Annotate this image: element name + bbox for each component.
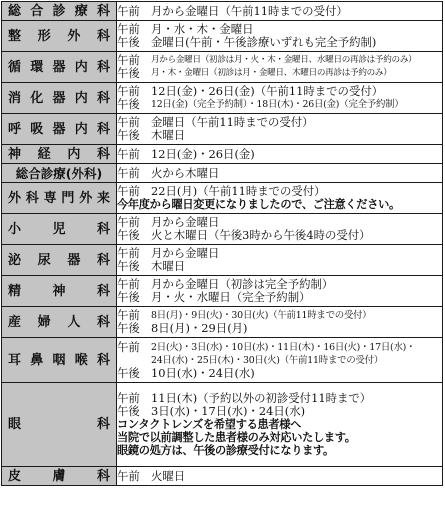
dept-name-char: 循 bbox=[8, 59, 22, 75]
session-label: 午後 bbox=[117, 405, 140, 418]
dept-name-char: 化 bbox=[30, 90, 44, 106]
session-label: 午前 bbox=[117, 247, 140, 260]
dept-name bbox=[2, 147, 116, 162]
dept-name-char: 皮 bbox=[8, 468, 22, 484]
dept-name-char: 専 bbox=[43, 190, 57, 206]
dept-row-pediatrics bbox=[2, 214, 443, 245]
session-label: 午後 bbox=[117, 98, 140, 111]
notice-text: コンタクトレンズを希望する患者様へ bbox=[117, 418, 302, 431]
dept-name-char: 科 bbox=[96, 352, 110, 368]
dept-name bbox=[2, 284, 116, 299]
dept-name-char: 消 bbox=[8, 90, 22, 106]
dept-name-cell bbox=[2, 467, 117, 486]
dept-name-char: 科 bbox=[96, 314, 110, 330]
dept-name-cell bbox=[2, 21, 117, 52]
dept-name-char: 内 bbox=[74, 90, 88, 106]
schedule-cell bbox=[117, 52, 443, 83]
dept-name-char: 器 bbox=[52, 90, 66, 106]
dept-name-char: 産 bbox=[8, 314, 22, 330]
dept-name-char: 婦 bbox=[37, 314, 51, 330]
dept-name-char: 眼 bbox=[8, 417, 22, 432]
session-label: 午後 bbox=[117, 291, 140, 304]
session-text: 8日(月)・9日(火)・30日(火)（午前11時までの受付） bbox=[151, 310, 372, 321]
dept-name-char: 児 bbox=[52, 221, 66, 237]
dept-name bbox=[2, 222, 116, 237]
notice-text: 当院で以前調整した患者様のみ対応いたします。 bbox=[117, 431, 356, 444]
session-text: 12日(金)（完全予約制）・18日(木)・26日(金)（完全予約制） bbox=[151, 99, 404, 110]
dept-name-char: 器 bbox=[52, 59, 66, 75]
session-label: 午後 bbox=[117, 229, 140, 242]
dept-name bbox=[2, 315, 116, 330]
dept-name bbox=[2, 122, 116, 137]
session-label: 午前 bbox=[117, 185, 140, 198]
session-label: 午前 bbox=[117, 278, 140, 291]
dept-name-char: 神 bbox=[52, 283, 66, 299]
dept-name-char: 精 bbox=[8, 283, 22, 299]
dept-name-char: 科 bbox=[96, 28, 110, 44]
dept-name-cell bbox=[2, 245, 117, 276]
schedule-cell bbox=[117, 21, 443, 52]
schedule-cell bbox=[117, 83, 443, 114]
dept-name-cell bbox=[2, 383, 117, 467]
session-label: 午後 bbox=[117, 67, 140, 80]
dept-name-cell bbox=[2, 276, 117, 307]
session-label: 午前 bbox=[117, 166, 140, 180]
session-text: 月から金曜日（午前11時までの受付） bbox=[151, 4, 348, 18]
session-text: 2日(火)・3日(水)・10日(水)・11日(木)・16日(火)・17日(水)・ bbox=[151, 341, 416, 353]
session-text: 月から金曜日（初診は月・火・木・金曜日、水曜日の再診は予約のみ） bbox=[151, 55, 417, 65]
schedule-cell bbox=[117, 114, 443, 145]
schedule-cell bbox=[117, 245, 443, 276]
dept-name-char: 泌 bbox=[8, 252, 22, 268]
dept-name-char: 内 bbox=[74, 121, 88, 137]
dept-name bbox=[2, 29, 116, 44]
dept-name-char: 療 bbox=[74, 3, 88, 19]
session-label: 午前 bbox=[117, 147, 140, 161]
session-text: 木曜日 bbox=[151, 260, 186, 273]
dept-name-char: 尿 bbox=[37, 252, 51, 268]
session-text: 月から金曜日 bbox=[151, 247, 220, 260]
session-text: 12日(金)・26日(金)（午前11時までの受付） bbox=[151, 85, 384, 98]
dept-row-dermatology bbox=[2, 467, 443, 486]
session-label: 午前 bbox=[117, 116, 140, 129]
dept-row-gastroenterology bbox=[2, 83, 443, 114]
dept-name-char: 門 bbox=[61, 190, 75, 206]
dept-name-char: 器 bbox=[67, 252, 81, 268]
session-text: 12日(金)・26日(金) bbox=[151, 147, 255, 161]
dept-name bbox=[2, 417, 116, 432]
dept-name-char: 鼻 bbox=[30, 352, 44, 368]
session-text: 月・水・木・金曜日 bbox=[151, 23, 254, 36]
dept-name-cell bbox=[2, 183, 117, 214]
notice-text: 今年度から曜日変更になりましたので、ご注意ください。 bbox=[117, 198, 400, 211]
dept-row-general-medicine bbox=[2, 2, 443, 21]
dept-name-char: 来 bbox=[96, 190, 110, 206]
dept-name-cell bbox=[2, 214, 117, 245]
dept-name-char: 科 bbox=[96, 121, 110, 137]
dept-name-cell bbox=[2, 2, 117, 21]
schedule-cell bbox=[117, 145, 443, 164]
dept-name bbox=[2, 253, 116, 268]
dept-name-char: 人 bbox=[67, 314, 81, 330]
dept-name bbox=[2, 191, 116, 206]
session-label: 午前 bbox=[117, 309, 140, 322]
dept-name bbox=[2, 60, 116, 75]
dept-name-cell bbox=[2, 83, 117, 114]
dept-name-cell bbox=[2, 338, 117, 383]
dept-name: 総合診療(外科) bbox=[15, 165, 103, 181]
dept-name-char: 神 bbox=[8, 146, 22, 162]
session-text: 火曜日 bbox=[151, 469, 186, 483]
dept-name-cell bbox=[2, 52, 117, 83]
schedule-cell bbox=[117, 383, 443, 467]
dept-name-char: 外 bbox=[67, 28, 81, 44]
session-label: 午後 bbox=[117, 260, 140, 273]
session-label: 午後 bbox=[117, 322, 140, 335]
dept-name-char: 科 bbox=[96, 252, 110, 268]
dept-name-char: 科 bbox=[25, 190, 39, 206]
session-label: 午前 bbox=[117, 85, 140, 98]
dept-name-char: 喉 bbox=[74, 352, 88, 368]
dept-name-char: 器 bbox=[52, 121, 66, 137]
dept-name-char: 科 bbox=[96, 59, 110, 75]
dept-name-char: 咽 bbox=[52, 352, 66, 368]
session-label: 午前 bbox=[117, 340, 140, 354]
dept-name bbox=[2, 91, 116, 106]
session-text: 火と木曜日（午後3時から午後4時の受付） bbox=[151, 229, 371, 242]
dept-name-char: 外 bbox=[8, 190, 22, 206]
dept-name-char: 科 bbox=[96, 146, 110, 162]
dept-name-char: 耳 bbox=[8, 352, 22, 368]
schedule-cell bbox=[117, 214, 443, 245]
dept-name bbox=[2, 4, 116, 19]
schedule-cell bbox=[117, 467, 443, 486]
session-label: 午後 bbox=[117, 36, 140, 49]
dept-name-char: 環 bbox=[30, 59, 44, 75]
session-text: 火から木曜日 bbox=[151, 166, 220, 180]
dept-name bbox=[2, 353, 116, 368]
session-label: 午前 bbox=[117, 469, 140, 483]
dept-name bbox=[2, 469, 116, 484]
session-text: 月・火・水曜日（完全予約制） bbox=[151, 291, 311, 304]
dept-name-char: 形 bbox=[37, 28, 51, 44]
dept-name-char: 科 bbox=[96, 283, 110, 299]
session-text: 11日(木)（予約以外の初診受付11時まで） bbox=[151, 392, 372, 405]
schedule-cell bbox=[117, 307, 443, 338]
session-label: 午前 bbox=[117, 23, 140, 36]
dept-name-char: 経 bbox=[37, 146, 51, 162]
session-label: 午後 bbox=[117, 129, 140, 142]
dept-name-char: 科 bbox=[96, 3, 110, 19]
session-text: 金曜日（午前11時までの受付） bbox=[151, 116, 314, 129]
session-text: 金曜日(午前・午後診療いずれも完全予約制) bbox=[151, 36, 377, 49]
session-text: 月・木・金曜日（初診は月・金曜日、木曜日の再診は予約のみ） bbox=[151, 68, 392, 78]
schedule-cell bbox=[117, 276, 443, 307]
dept-row-general-surgery bbox=[2, 164, 443, 183]
dept-name-char: 総 bbox=[8, 3, 22, 19]
session-text: 月から金曜日（初診は完全予約制） bbox=[151, 278, 334, 291]
dept-row-orthopedics bbox=[2, 21, 443, 52]
session-label: 午前 bbox=[117, 216, 140, 229]
dept-row-ophthalmology bbox=[2, 383, 443, 467]
dept-name-char: 呼 bbox=[8, 121, 22, 137]
session-text: 10日(水)・24日(水) bbox=[151, 366, 255, 380]
dept-row-cardiology bbox=[2, 52, 443, 83]
session-text: 3日(水)・17日(水)・24日(水) bbox=[151, 405, 306, 418]
session-label bbox=[117, 354, 151, 367]
dept-name-char: 診 bbox=[52, 3, 66, 19]
dept-row-ent bbox=[2, 338, 443, 383]
dept-name-cell bbox=[2, 307, 117, 338]
dept-name-char: 吸 bbox=[30, 121, 44, 137]
dept-row-urology bbox=[2, 245, 443, 276]
notice-text: 眼鏡の処方は、午後の診療受付になります。 bbox=[117, 444, 334, 457]
session-label: 午前 bbox=[117, 4, 140, 18]
dept-name-char: 膚 bbox=[52, 468, 66, 484]
dept-name-char: 科 bbox=[96, 417, 110, 432]
schedule-cell bbox=[117, 183, 443, 214]
dept-name-char: 整 bbox=[8, 28, 22, 44]
dept-name-char: 合 bbox=[30, 3, 44, 19]
dept-name-cell bbox=[2, 164, 117, 183]
dept-name-char: 外 bbox=[79, 190, 93, 206]
session-text: 22日(月)（午前11時までの受付） bbox=[151, 185, 326, 198]
dept-name-char: 科 bbox=[96, 468, 110, 484]
dept-name-char: 小 bbox=[8, 221, 22, 237]
dept-row-respiratory bbox=[2, 114, 443, 145]
dept-row-psychiatry bbox=[2, 276, 443, 307]
schedule-cell bbox=[117, 338, 443, 383]
dept-row-surgery-specialty bbox=[2, 183, 443, 214]
schedule-cell bbox=[117, 164, 443, 183]
session-label: 午前 bbox=[117, 54, 140, 67]
session-label: 午前 bbox=[117, 392, 140, 405]
dept-row-obstetrics-gynecology bbox=[2, 307, 443, 338]
session-text: 木曜日 bbox=[151, 129, 186, 142]
session-text: 8日(月)・29日(月) bbox=[151, 322, 248, 335]
session-text: 24日(水)・25日(木)・30日(火)（午前11時までの受付） bbox=[151, 354, 384, 366]
dept-row-neurology bbox=[2, 145, 443, 164]
dept-name-char: 内 bbox=[67, 146, 81, 162]
dept-name-cell bbox=[2, 114, 117, 145]
dept-name-char: 内 bbox=[74, 59, 88, 75]
clinic-schedule-table bbox=[1, 1, 443, 486]
schedule-cell bbox=[117, 2, 443, 21]
session-text: 月から金曜日 bbox=[151, 216, 220, 229]
dept-name-char: 科 bbox=[96, 90, 110, 106]
session-label: 午後 bbox=[117, 366, 140, 380]
dept-name-cell bbox=[2, 145, 117, 164]
dept-name-char: 科 bbox=[96, 221, 110, 237]
